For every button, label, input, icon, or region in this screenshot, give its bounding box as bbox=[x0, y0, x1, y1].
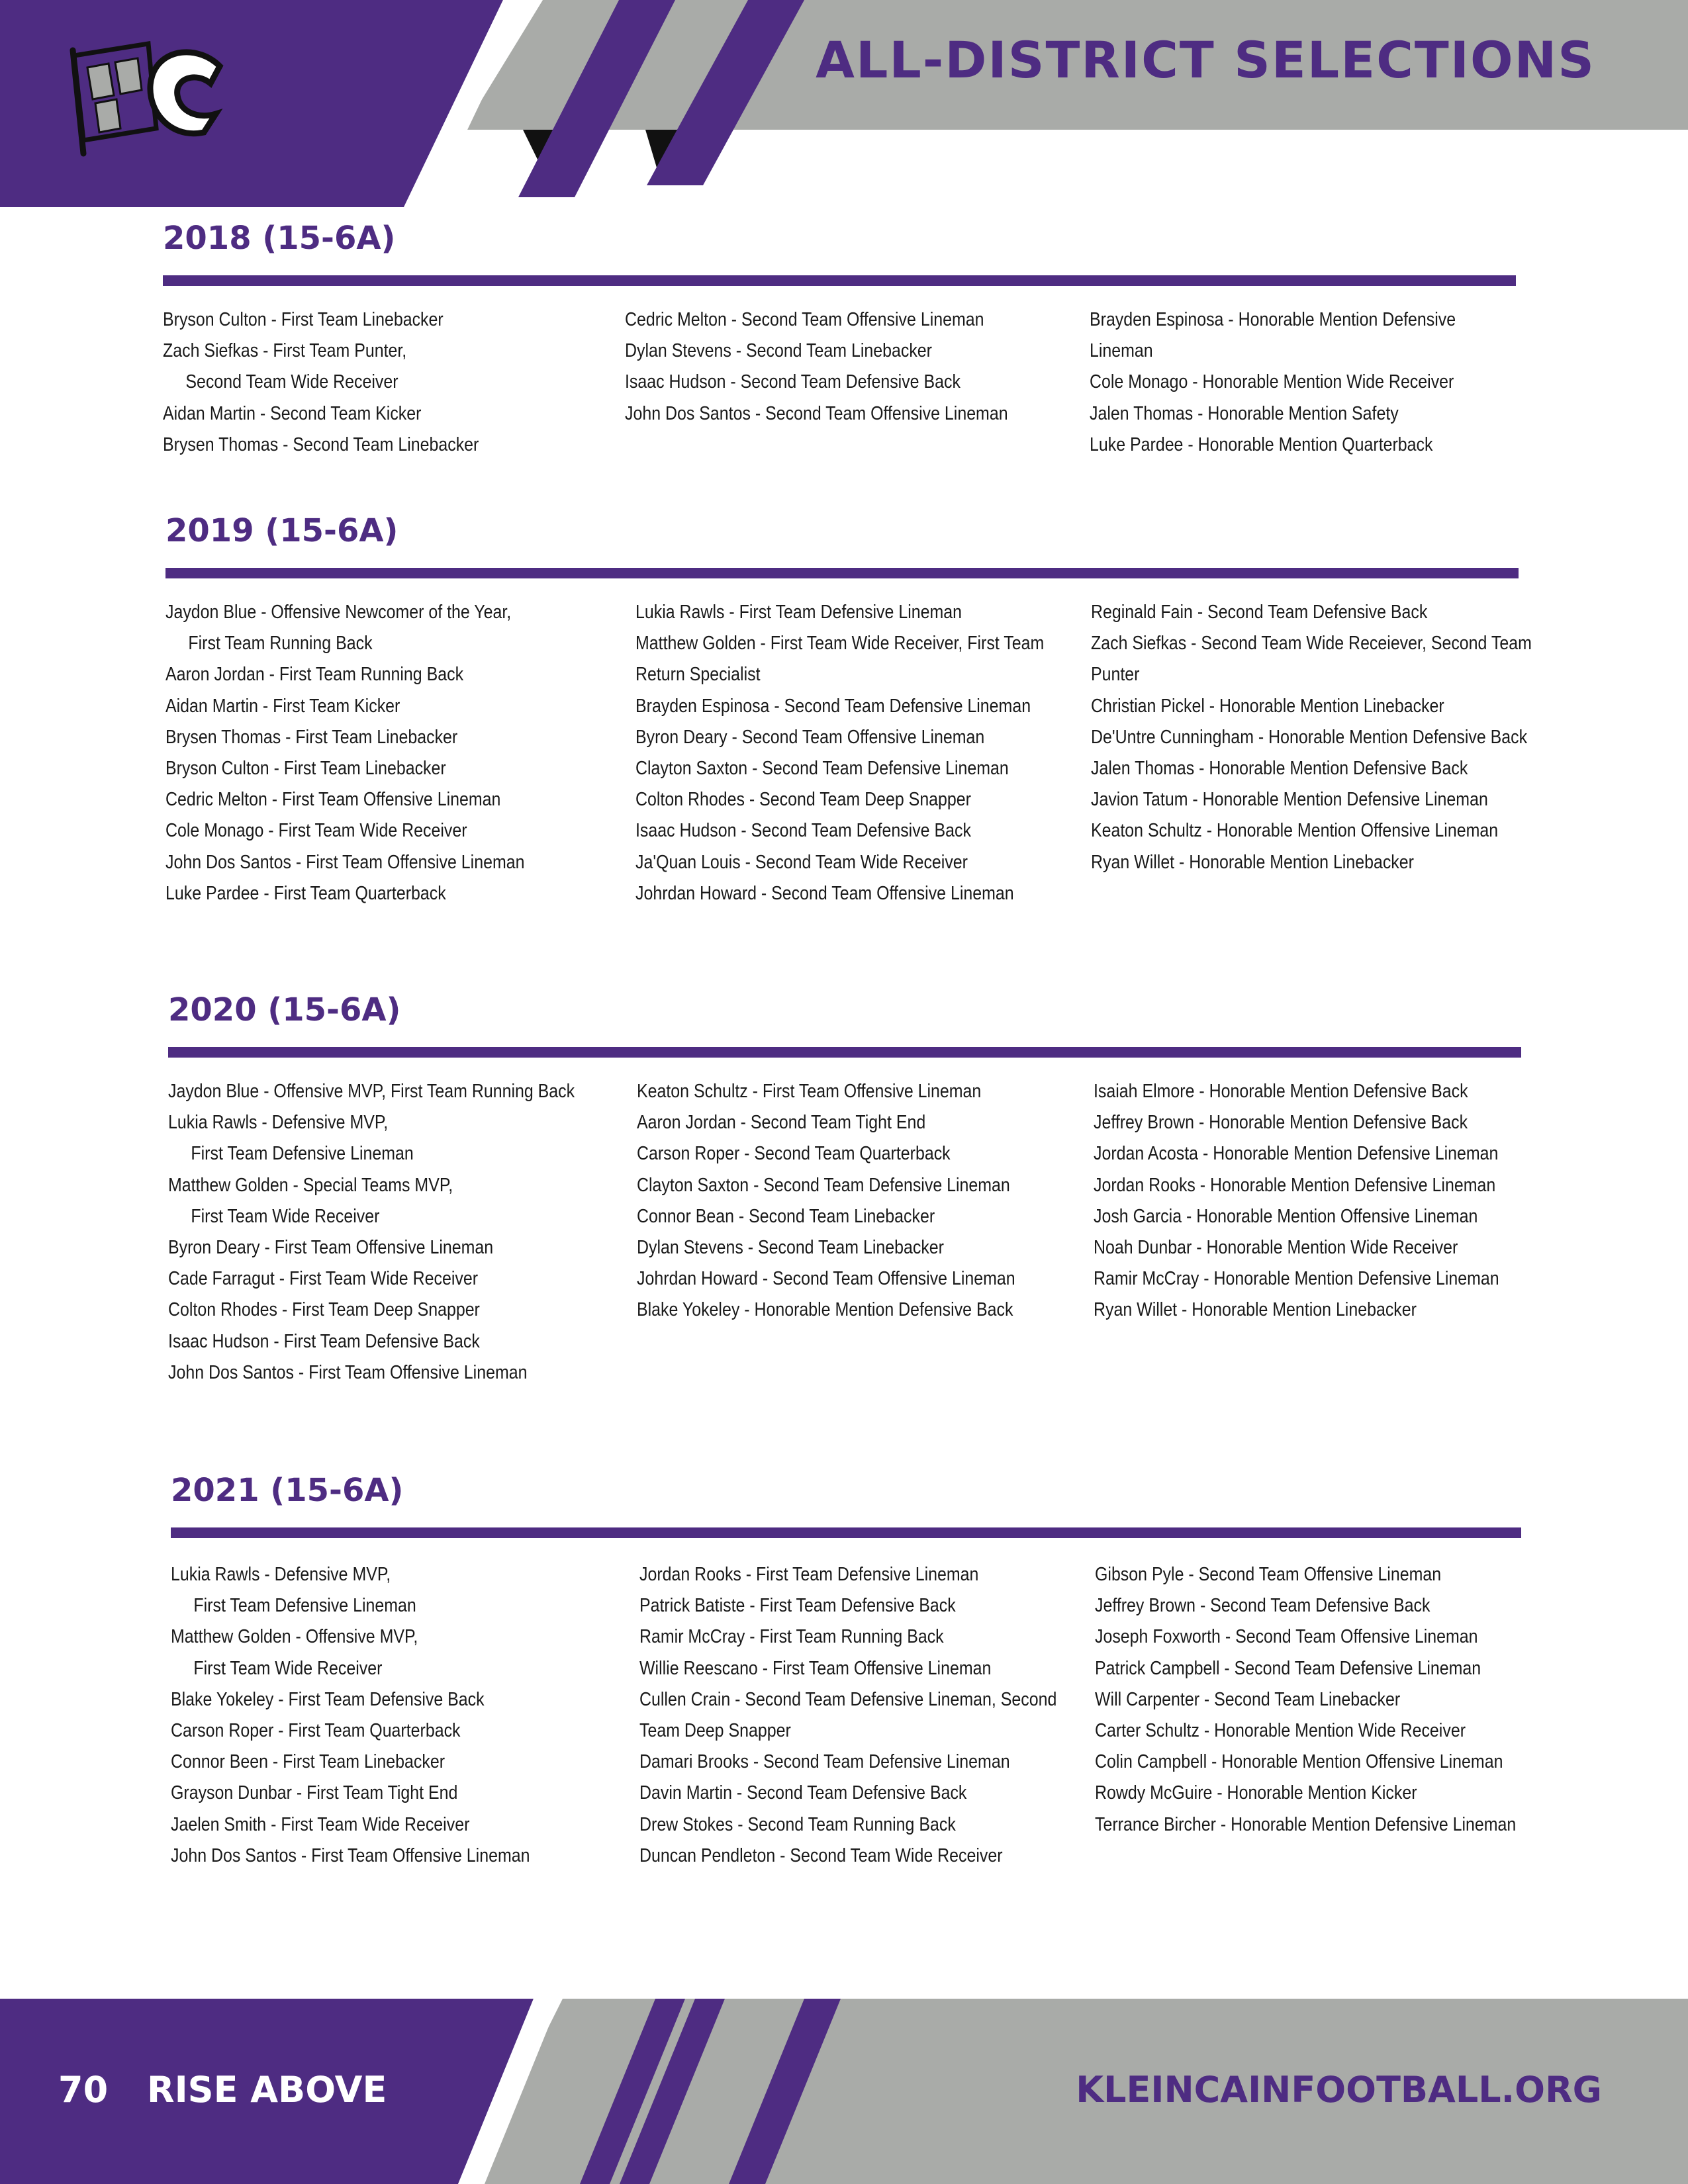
column-2 bbox=[639, 1559, 1125, 1872]
list-item: Brysen Thomas - First Team Linebacker bbox=[165, 726, 458, 748]
list-item: Bryson Culton - First Team Linebacker bbox=[163, 309, 444, 330]
page-number: 70 bbox=[58, 2069, 109, 2111]
list-item: Reginald Fain - Second Team Defensive Back bbox=[1091, 602, 1428, 623]
list-item: Aaron Jordan - First Team Running Back bbox=[165, 664, 464, 686]
list-item: Brysen Thomas - Second Team Linebacker bbox=[163, 433, 479, 455]
list-item: Jordan Rooks - Honorable Mention Defensive Lineman bbox=[1094, 1174, 1496, 1196]
list-item: Jaydon Blue - Offensive MVP, First Team Running Back bbox=[168, 1081, 575, 1102]
list-item: John Dos Santos - Second Team Offensive Lineman bbox=[625, 402, 1008, 424]
list-item: Patrick Campbell - Second Team Defensive Lineman bbox=[1095, 1657, 1481, 1679]
list-item: First Team Wide Receiver bbox=[193, 1657, 383, 1679]
list-item: Isaac Hudson - Second Team Defensive Back bbox=[635, 820, 971, 842]
section-title: 2020 (15-6A) bbox=[168, 991, 401, 1028]
list-item: Isaiah Elmore - Honorable Mention Defensive Back bbox=[1094, 1081, 1468, 1102]
list-item: Dylan Stevens - Second Team Linebacker bbox=[625, 340, 932, 362]
list-item: Carson Roper - First Team Quarterback bbox=[171, 1720, 461, 1742]
list-item: Ryan Willet - Honorable Mention Linebacker bbox=[1094, 1299, 1417, 1321]
list-item: Drew Stokes - Second Team Running Back bbox=[639, 1813, 956, 1835]
list-item: Lukia Rawls - First Team Defensive Lineman bbox=[635, 602, 962, 623]
list-item: Clayton Saxton - Second Team Defensive Lineman bbox=[635, 758, 1009, 780]
list-item: Keaton Schultz - First Team Offensive Lineman bbox=[637, 1081, 982, 1102]
list-item: Noah Dunbar - Honorable Mention Wide Receiver bbox=[1094, 1237, 1458, 1259]
column-1 bbox=[168, 1076, 641, 1388]
list-item: Blake Yokeley - Honorable Mention Defensive Back bbox=[637, 1299, 1013, 1321]
section-title: 2019 (15-6A) bbox=[165, 512, 399, 549]
list-item: Byron Deary - Second Team Offensive Lineman bbox=[635, 726, 985, 748]
list-item: Ja'Quan Louis - Second Team Wide Receiver bbox=[635, 851, 968, 873]
kc-flag-logo-icon bbox=[69, 41, 228, 158]
list-item: Rowdy McGuire - Honorable Mention Kicker bbox=[1095, 1782, 1417, 1804]
list-item: Luke Pardee - Honorable Mention Quarterback bbox=[1090, 433, 1433, 455]
list-item: Lukia Rawls - Defensive MVP, bbox=[168, 1112, 389, 1134]
column-1 bbox=[171, 1559, 588, 1872]
list-item: Luke Pardee - First Team Quarterback bbox=[165, 882, 446, 904]
list-item: Will Carpenter - Second Team Linebacker bbox=[1095, 1688, 1401, 1710]
list-item: Brayden Espinosa - Honorable Mention Defensive bbox=[1090, 309, 1456, 330]
column-3 bbox=[1094, 1076, 1565, 1326]
list-item: Cedric Melton - Second Team Offensive Lineman bbox=[625, 309, 984, 330]
column-3 bbox=[1090, 304, 1515, 461]
list-item: Brayden Espinosa - Second Team Defensive Lineman bbox=[635, 695, 1031, 717]
list-item: Cole Monago - First Team Wide Receiver bbox=[165, 820, 467, 842]
list-item: Matthew Golden - First Team Wide Receiver, First Team bbox=[635, 633, 1045, 655]
list-item: Christian Pickel - Honorable Mention Linebacker bbox=[1091, 695, 1444, 717]
list-item: Team Deep Snapper bbox=[639, 1720, 791, 1742]
list-item: John Dos Santos - First Team Offensive Lineman bbox=[168, 1361, 528, 1383]
list-item: Jeffrey Brown - Second Team Defensive Back bbox=[1095, 1595, 1430, 1617]
list-item: Davin Martin - Second Team Defensive Back bbox=[639, 1782, 967, 1804]
list-item: Cullen Crain - Second Team Defensive Lineman, Second bbox=[639, 1688, 1057, 1710]
list-item: Jordan Acosta - Honorable Mention Defensive Lineman bbox=[1094, 1143, 1499, 1165]
list-item: Clayton Saxton - Second Team Defensive Lineman bbox=[637, 1174, 1010, 1196]
list-item: Cedric Melton - First Team Offensive Lineman bbox=[165, 789, 501, 811]
column-2 bbox=[625, 304, 1070, 430]
column-2 bbox=[635, 597, 1111, 909]
list-item: Colton Rhodes - First Team Deep Snapper bbox=[168, 1299, 480, 1321]
list-item: Jaelen Smith - First Team Wide Receiver bbox=[171, 1813, 470, 1835]
list-item: First Team Wide Receiver bbox=[191, 1205, 380, 1227]
list-item: Connor Bean - Second Team Linebacker bbox=[637, 1205, 935, 1227]
column-3 bbox=[1095, 1559, 1585, 1841]
list-item: Duncan Pendleton - Second Team Wide Receiver bbox=[639, 1844, 1003, 1866]
list-item: Matthew Golden - Special Teams MVP, bbox=[168, 1174, 453, 1196]
column-1 bbox=[163, 304, 530, 461]
page-title: ALL-DISTRICT SELECTIONS bbox=[816, 30, 1595, 89]
section-title: 2018 (15-6A) bbox=[163, 220, 396, 257]
list-item: Zach Siefkas - Second Team Wide Receiever, Second Team bbox=[1091, 633, 1532, 655]
list-item: Connor Been - First Team Linebacker bbox=[171, 1751, 445, 1773]
list-item: Return Specialist bbox=[635, 664, 761, 686]
list-item: Josh Garcia - Honorable Mention Offensive Lineman bbox=[1094, 1205, 1478, 1227]
footer-tagline: RISE ABOVE bbox=[147, 2069, 387, 2111]
list-item: Ramir McCray - Honorable Mention Defensive Lineman bbox=[1094, 1268, 1499, 1290]
section-divider bbox=[165, 568, 1519, 578]
list-item: Byron Deary - First Team Offensive Lineman bbox=[168, 1237, 494, 1259]
section-title: 2021 (15-6A) bbox=[171, 1472, 404, 1509]
list-item: Willie Reescano - First Team Offensive Lineman bbox=[639, 1657, 992, 1679]
list-item: Colton Rhodes - Second Team Deep Snapper bbox=[635, 789, 971, 811]
list-item: John Dos Santos - First Team Offensive Lineman bbox=[165, 851, 525, 873]
list-item: Keaton Schultz - Honorable Mention Offensive Lineman bbox=[1091, 820, 1499, 842]
list-item: Jeffrey Brown - Honorable Mention Defensive Back bbox=[1094, 1112, 1468, 1134]
list-item: Jalen Thomas - Honorable Mention Defensive Back bbox=[1091, 758, 1468, 780]
list-item: Johrdan Howard - Second Team Offensive Lineman bbox=[637, 1268, 1015, 1290]
list-item: Johrdan Howard - Second Team Offensive Lineman bbox=[635, 882, 1014, 904]
list-item: Dylan Stevens - Second Team Linebacker bbox=[637, 1237, 944, 1259]
list-item: Damari Brooks - Second Team Defensive Lineman bbox=[639, 1751, 1010, 1773]
column-2 bbox=[637, 1076, 1077, 1326]
list-item: Patrick Batiste - First Team Defensive Back bbox=[639, 1595, 956, 1617]
list-item: Isaac Hudson - Second Team Defensive Back bbox=[625, 371, 961, 393]
list-item: Punter bbox=[1091, 664, 1140, 686]
list-item: John Dos Santos - First Team Offensive Lineman bbox=[171, 1844, 530, 1866]
list-item: Cole Monago - Honorable Mention Wide Receiver bbox=[1090, 371, 1454, 393]
list-item: Jaydon Blue - Offensive Newcomer of the Year, bbox=[165, 602, 512, 623]
list-item: First Team Running Back bbox=[188, 633, 373, 655]
list-item: Ramir McCray - First Team Running Back bbox=[639, 1626, 944, 1648]
column-1 bbox=[165, 597, 583, 909]
list-item: Carter Schultz - Honorable Mention Wide Receiver bbox=[1095, 1720, 1466, 1742]
list-item: Isaac Hudson - First Team Defensive Back bbox=[168, 1330, 480, 1352]
list-item: Jalen Thomas - Honorable Mention Safety bbox=[1090, 402, 1399, 424]
footer-website-link[interactable]: KLEINCAINFOOTBALL.ORG bbox=[1076, 2069, 1602, 2111]
list-item: Grayson Dunbar - First Team Tight End bbox=[171, 1782, 458, 1804]
list-item: Matthew Golden - Offensive MVP, bbox=[171, 1626, 418, 1648]
list-item: Terrance Bircher - Honorable Mention Defensive Lineman bbox=[1095, 1813, 1517, 1835]
list-item: Zach Siefkas - First Team Punter, bbox=[163, 340, 407, 362]
list-item: Bryson Culton - First Team Linebacker bbox=[165, 758, 446, 780]
list-item: Cade Farragut - First Team Wide Receiver bbox=[168, 1268, 479, 1290]
list-item: Carson Roper - Second Team Quarterback bbox=[637, 1143, 951, 1165]
section-divider bbox=[171, 1527, 1521, 1538]
list-item: First Team Defensive Lineman bbox=[193, 1595, 416, 1617]
list-item: Ryan Willet - Honorable Mention Linebacker bbox=[1091, 851, 1414, 873]
list-item: Aaron Jordan - Second Team Tight End bbox=[637, 1112, 926, 1134]
section-divider bbox=[168, 1047, 1521, 1058]
list-item: Javion Tatum - Honorable Mention Defensive Lineman bbox=[1091, 789, 1488, 811]
list-item: Colin Campbell - Honorable Mention Offensive Lineman bbox=[1095, 1751, 1503, 1773]
list-item: Aidan Martin - First Team Kicker bbox=[165, 695, 400, 717]
list-item: De'Untre Cunningham - Honorable Mention Defensive Back bbox=[1091, 726, 1528, 748]
list-item: Lukia Rawls - Defensive MVP, bbox=[171, 1564, 391, 1585]
list-item: Blake Yokeley - First Team Defensive Back bbox=[171, 1688, 485, 1710]
list-item: Gibson Pyle - Second Team Offensive Lineman bbox=[1095, 1564, 1442, 1585]
list-item: Aidan Martin - Second Team Kicker bbox=[163, 402, 422, 424]
column-3 bbox=[1091, 597, 1603, 878]
list-item: Lineman bbox=[1090, 340, 1153, 362]
list-item: Jordan Rooks - First Team Defensive Lineman bbox=[639, 1564, 979, 1585]
list-item: Second Team Wide Receiver bbox=[185, 371, 399, 393]
list-item: First Team Defensive Lineman bbox=[191, 1143, 414, 1165]
list-item: Joseph Foxworth - Second Team Offensive Lineman bbox=[1095, 1626, 1478, 1648]
section-divider bbox=[163, 275, 1516, 286]
